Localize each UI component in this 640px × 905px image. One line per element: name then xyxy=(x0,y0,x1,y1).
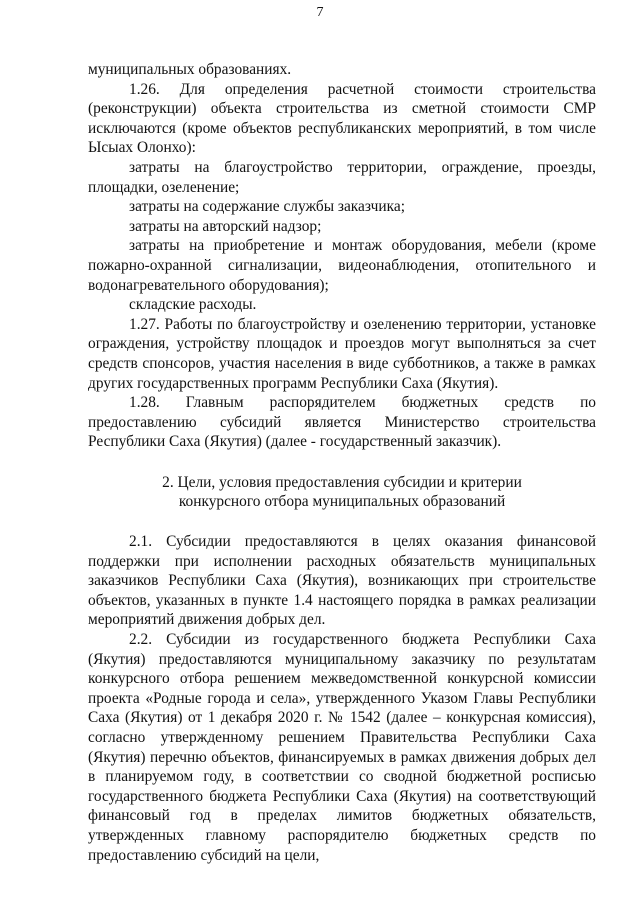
section-heading-line-1: 2. Цели, условия предоставления субсидии и критерии xyxy=(162,473,522,491)
list-item-customer-service: затраты на содержание службы заказчика; xyxy=(129,198,405,216)
paragraph-continuation: муниципальных образованиях. xyxy=(88,61,292,78)
section-heading xyxy=(88,473,596,512)
paragraph-1-28: 1.28. Главным распорядителем бюджетных средств по предоставлению субсидий является Министерство строительства Республики Саха (Якутия) (далее - государственный заказчик). xyxy=(88,394,596,451)
paragraph-1-26: 1.26. Для определения расчетной стоимости строительства (реконструкции) объекта строительства из сметной стоимости СМР исключаются (кроме объектов республиканских мероприятий, в том числе Ысыах Олонхо): xyxy=(88,80,596,157)
paragraph-1-27: 1.27. Работы по благоустройству и озеленению территории, установке ограждения, устройству площадок и проездов могут выполняться за счет средств спонсоров, участия населения в виде субботников, а также в рамках других государственных программ Республики Саха (Якутия). xyxy=(88,315,596,392)
page-number: 7 xyxy=(316,5,324,20)
list-item-supervision: затраты на авторский надзор; xyxy=(129,217,322,235)
list-item-equipment: затраты на приобретение и монтаж оборудования, мебели (кроме пожарно-охранной сигнализации, видеонаблюдения, отопительного и водонагревательного оборудования); xyxy=(88,237,596,294)
paragraph-2-1: 2.1. Субсидии предоставляются в целях оказания финансовой поддержки при исполнении расходных обязательств муниципальных заказчиков Республики Саха (Якутия), возникающих при строительстве объектов, указанных в пункте 1.4 настоящего порядка в рамках реализации мероприятий движения добрых дел. xyxy=(88,533,596,629)
document-body xyxy=(88,60,596,865)
section-heading-line-2: конкурсного отбора муниципальных образований xyxy=(178,493,506,511)
list-item-landscaping: затраты на благоустройство территории, ограждение, проезды, площадки, озеленение; xyxy=(88,158,596,196)
list-item-storage: складские расходы. xyxy=(129,296,257,314)
paragraph-2-2: 2.2. Субсидии из государственного бюджета Республики Саха (Якутия) предоставляются муниципальному заказчику по результатам конкурсного отбора решением межведомственной конкурсной комиссии проекта «Родные города и села», утвержденного Указом Главы Республики Саха (Якутия) от 1 декабря 2020 г. № 1542 (далее – конкурсная комиссия), согласно утвержденному решением Правительства Республики Саха (Якутия) перечню объектов, финансируемых в рамках движения добрых дел в планируемом году, в соответствии со сводной бюджетной росписью государственного бюджета Республики Саха (Якутия) на соответствующий финансовый год в пределах лимитов бюджетных обязательств, утвержденных главному распорядителю бюджетных средств по предоставлению субсидий на цели, xyxy=(88,631,596,864)
